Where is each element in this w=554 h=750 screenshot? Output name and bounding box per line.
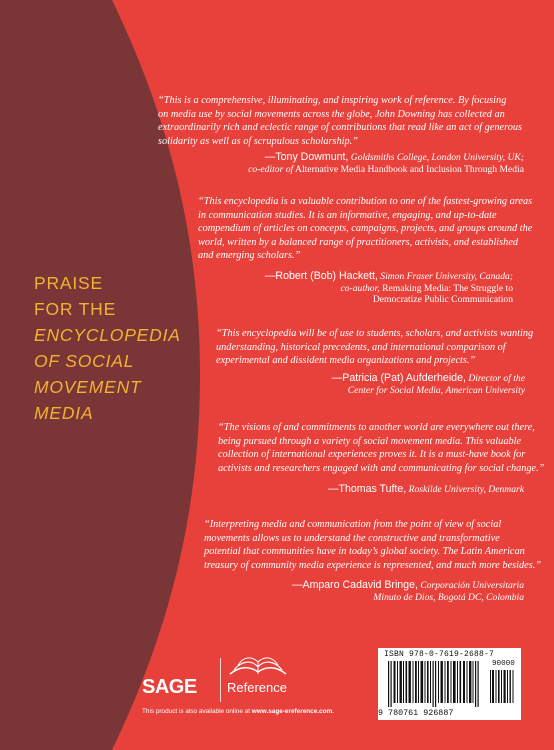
quote-1-text [158, 94, 522, 148]
isbn-label: ISBN 978-0-7619-2688-7 [384, 650, 495, 659]
quote-line: “This is a comprehensive, illuminating, and inspiring work of reference. By focusing [158, 95, 507, 106]
praise-line-2: FOR THE [34, 299, 117, 319]
quote-line: and emerging scholars.” [198, 250, 301, 262]
author-works: Remaking Media: The Struggle to [382, 282, 513, 294]
author-works-cont: Democratize Public Communication [372, 294, 513, 306]
quote-line: “The visions of and commitments to another world are everywhere out there, [218, 422, 535, 433]
quote-line: activists and researchers engaged with and communicating for social change.” [218, 462, 545, 474]
quote-1-attribution [248, 152, 524, 175]
author-name: —Tony Dowmunt, [264, 151, 349, 163]
quote-line: in communication studies. It is an informative, engaging, and up-to-date [198, 209, 497, 221]
quote-line: extraordinarily rich and eclectic range of contributions that read like an act of generous [158, 122, 523, 134]
quote-5-attribution [292, 580, 524, 603]
quote-2-attribution [265, 271, 513, 306]
quote-line: compendium of articles on concepts, campaigns, projects, and groups around the [198, 223, 533, 235]
author-affiliation-cont: Minuto de Dios, Bogotá DC, Colombia [373, 591, 524, 603]
author-name: —Robert (Bob) Hackett, [264, 270, 378, 282]
author-name: —Patricia (Pat) Aufderheide, [331, 372, 466, 384]
quote-line: experimental and dissident media organizations and projects.” [216, 355, 476, 367]
sage-wordmark: SAGE [142, 676, 197, 698]
quote-line: understanding, historical precedents, and international comparison of [216, 341, 506, 353]
quote-line: treasury of community media experience is represented, and much more besides.” [204, 559, 542, 571]
quote-line: “This encyclopedia will be of use to students, scholars, and activists wanting [216, 328, 534, 339]
praise-line-3: ENCYCLOPEDIA [34, 325, 181, 345]
author-affiliation: Director of the [468, 373, 525, 384]
online-prefix: This product is also available online at [142, 708, 250, 715]
author-affiliation: Roskilde University, Denmark [408, 484, 524, 495]
author-affiliation: Goldsmiths College, London University, UK; [350, 152, 524, 163]
quote-line: “This encyclopedia is a valuable contribution to one of the fastest-growing areas [198, 196, 533, 207]
online-url: www.sage-ereference.com. [251, 708, 334, 715]
reference-imprint: Reference [227, 680, 287, 695]
sage-reference-logo [140, 652, 300, 702]
author-affiliation: Corporación Universitaria [420, 580, 524, 591]
barcode-digits: 9 780761 926887 [378, 708, 454, 718]
quote-5-text [204, 518, 541, 572]
quote-2-text [198, 195, 532, 263]
quote-3-text [216, 327, 533, 368]
isbn-barcode [378, 648, 521, 720]
quote-line: “Interpreting media and communication from the point of view of social [204, 519, 502, 530]
price-code: 90000 [492, 660, 515, 668]
online-availability-note [142, 708, 334, 715]
quote-line: potential that communities have in today’s global society. The Latin American [204, 546, 525, 558]
quote-line: movements allows us to understand the constructive and transformative [204, 532, 500, 544]
author-name: —Thomas Tufte, [327, 483, 407, 495]
quote-line: solidarity as well as of scrupulous scholarship.” [158, 135, 358, 147]
quote-4-attribution [328, 484, 524, 496]
quote-line: collection of international experiences proves it. It is a must-have book for [218, 449, 526, 461]
quote-3-attribution [332, 373, 525, 396]
quote-line: being pursued through a variety of social movement media. This valuable [218, 435, 522, 447]
author-affiliation: Simon Fraser University, Canada; [380, 271, 513, 282]
quote-line: on media use by social movements across the globe, John Downing has collected an [158, 108, 505, 120]
author-affiliation-cont: Center for Social Media, American University [347, 384, 525, 396]
praise-line-4: OF SOCIAL [34, 351, 135, 371]
author-name: —Amparo Cadavid Bringe, [291, 579, 418, 591]
author-role: co-author, [340, 282, 380, 294]
author-works: Alternative Media Handbook and Inclusion Through Media [295, 163, 524, 175]
quote-4-text [218, 421, 544, 475]
praise-line-6: MEDIA [34, 403, 94, 423]
quote-line: world, written by a balanced range of practitioners, activists, and established [198, 236, 519, 248]
praise-line-1: PRAISE [34, 273, 103, 293]
author-role: co-editor of [248, 163, 294, 175]
praise-line-5: MOVEMENT [34, 377, 142, 397]
open-book-icon [224, 650, 294, 678]
logo-divider [220, 658, 221, 702]
